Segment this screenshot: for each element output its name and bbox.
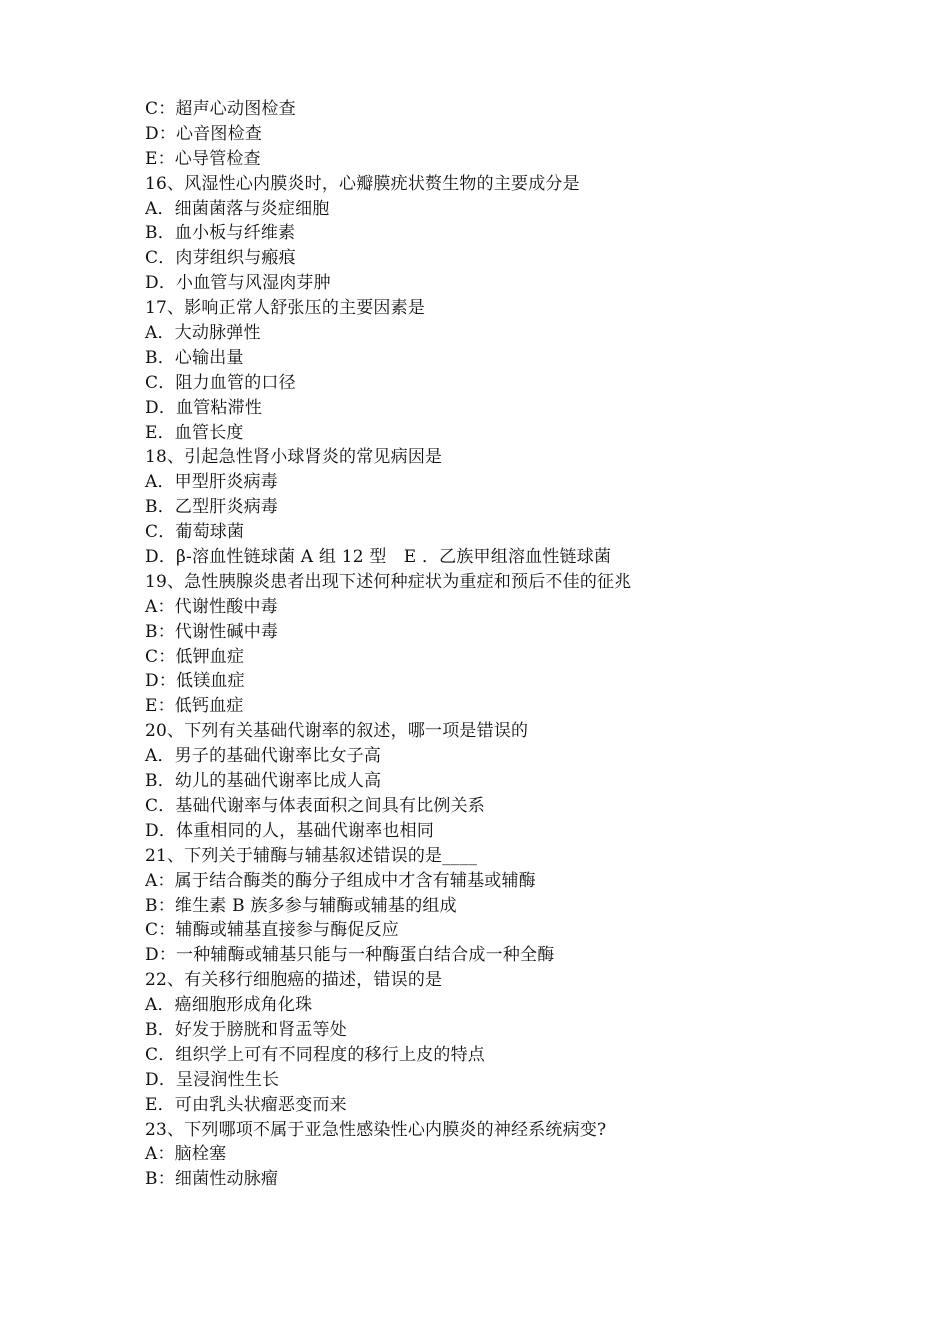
option-d: D：心音图检查 bbox=[145, 123, 263, 144]
question-17: 17、影响正常人舒张压的主要因素是 bbox=[145, 298, 426, 319]
option-d: D．小血管与风湿肉芽肿 bbox=[145, 273, 331, 294]
option-b: B．血小板与纤维素 bbox=[145, 223, 296, 244]
option-a: A．甲型肝炎病毒 bbox=[145, 472, 278, 493]
option-b: B．心输出量 bbox=[145, 347, 244, 368]
option-b: B：维生素 B 族多参与辅酶或辅基的组成 bbox=[145, 895, 457, 916]
option-d: D：一种辅酶或辅基只能与一种酶蛋白结合成一种全酶 bbox=[145, 945, 555, 966]
option-a: A：脑栓塞 bbox=[145, 1144, 227, 1165]
option-a: A．男子的基础代谢率比女子高 bbox=[145, 746, 382, 767]
option-b: B．好发于膀胱和肾盂等处 bbox=[145, 1019, 347, 1040]
option-c: C．肉芽组织与瘢痕 bbox=[145, 248, 296, 269]
option-b: B：细菌性动脉瘤 bbox=[145, 1169, 279, 1190]
option-a: A．细菌菌落与炎症细胞 bbox=[145, 198, 330, 219]
option-e: E：心导管检查 bbox=[145, 148, 261, 169]
option-c: C．基础代谢率与体表面积之间具有比例关系 bbox=[145, 795, 486, 816]
document-page bbox=[145, 97, 845, 1192]
option-c: C：辅酶或辅基直接参与酶促反应 bbox=[145, 920, 400, 941]
option-d: D：低镁血症 bbox=[145, 671, 245, 692]
option-d: D．呈浸润性生长 bbox=[145, 1069, 280, 1090]
option-e: E．可由乳头状瘤恶变而来 bbox=[145, 1094, 347, 1115]
option-d-e: D．β-溶血性链球菌 A 组 12 型 E ．乙族甲组溶血性链球菌 bbox=[145, 547, 612, 568]
option-c: C：低钾血症 bbox=[145, 646, 245, 667]
question-23: 23、下列哪项不属于亚急性感染性心内膜炎的神经系统病变? bbox=[145, 1119, 607, 1140]
question-21: 21、下列关于辅酶与辅基叙述错误的是____ bbox=[145, 845, 478, 866]
option-a: A．癌细胞形成角化珠 bbox=[145, 995, 313, 1016]
option-c: C．阻力血管的口径 bbox=[145, 372, 296, 393]
question-22: 22、有关移行细胞癌的描述，错误的是 bbox=[145, 970, 443, 991]
option-b: B．幼儿的基础代谢率比成人高 bbox=[145, 771, 382, 792]
question-19: 19、急性胰腺炎患者出现下述何种症状为重症和预后不佳的征兆 bbox=[145, 571, 632, 592]
question-20: 20、下列有关基础代谢率的叙述，哪一项是错误的 bbox=[145, 721, 529, 742]
option-c: C．组织学上可有不同程度的移行上皮的特点 bbox=[145, 1044, 486, 1065]
question-18: 18、引起急性肾小球肾炎的常见病因是 bbox=[145, 447, 443, 468]
option-d: D．血管粘滞性 bbox=[145, 397, 263, 418]
option-b: B：代谢性碱中毒 bbox=[145, 621, 279, 642]
option-e: E．血管长度 bbox=[145, 422, 244, 443]
option-d: D．体重相同的人，基础代谢率也相同 bbox=[145, 820, 435, 841]
option-a: A：代谢性酸中毒 bbox=[145, 596, 278, 617]
question-16: 16、风湿性心内膜炎时，心瓣膜疣状赘生物的主要成分是 bbox=[145, 173, 580, 194]
option-c: C．葡萄球菌 bbox=[145, 522, 245, 543]
option-b: B．乙型肝炎病毒 bbox=[145, 497, 279, 518]
option-e: E：低钙血症 bbox=[145, 696, 244, 717]
option-c: C：超声心动图检查 bbox=[145, 99, 296, 119]
option-a: A：属于结合酶类的酶分子组成中才含有辅基或辅酶 bbox=[145, 870, 536, 891]
option-a: A．大动脉弹性 bbox=[145, 323, 261, 344]
